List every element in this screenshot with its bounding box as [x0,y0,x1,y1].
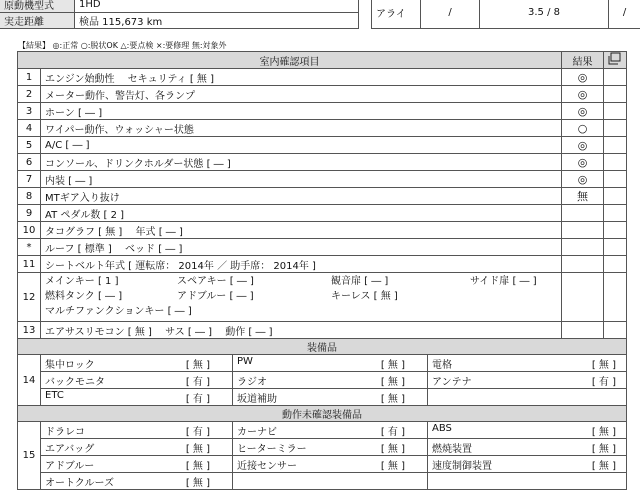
multi-function-key: マルチファンクションキー [ ― ] [45,304,192,319]
check-row-result [562,239,604,256]
check-row-item: タコグラフ [ 無 ] 年式 [ ― ] [41,222,562,239]
equipment-cell-value: [ 有 ] [186,390,228,405]
check-row-item: AT ペダル数 [ 2 ] [41,205,562,222]
alignment-slash1: / [421,0,480,29]
check-row-result [562,205,604,222]
check-row-item: MTギア入り抜け [41,188,562,205]
result-legend: 【結果】 ◎:正常 ○:脱状OK △:要点検 ×:要修理 無:対象外 [18,40,227,51]
check-row-item: ルーフ [ 標準 ] ベッド [ ― ] [41,239,562,256]
check-row-item: シートベルト年式 [ 運転席： 2014年 ／ 助手席： 2014年 ] [41,256,562,273]
equipment-cell [41,372,233,389]
interior-title: 室内確認項目 [18,52,562,69]
unconfirmed-cell-label: アドブルー [45,461,94,472]
check-row [18,256,627,273]
unconfirmed-title: 動作未確認装備品 [18,406,627,422]
equipment-cell-value: [ 無 ] [186,356,228,371]
unconfirmed-cell [41,439,233,456]
side-door: サイド扉 [ ― ] [470,274,537,289]
check-row-item: ワイパー動作、ウォッシャー状態 [41,120,562,137]
check-row-no: 5 [18,137,41,154]
main-key: メインキー [ 1 ] [45,274,119,289]
unconfirmed-row [18,422,627,439]
unconfirmed-cell [428,473,627,490]
mileage-label: 実走距離 [0,13,75,29]
equipment-row [18,372,627,389]
alignment-value: 3.5 / 8 [480,0,609,29]
equipment-cell [41,355,233,372]
check-row-no: 2 [18,86,41,103]
check-row-no: 9 [18,205,41,222]
unconfirmed-cell [233,456,428,473]
unconfirmed-row [18,439,627,456]
equipment-cell [428,389,627,406]
check-row-item: 内装 [ ― ] [41,171,562,188]
row-13-no: 13 [18,322,41,339]
spare-key: スペアキー [ ― ] [177,274,254,289]
row-13-item: エアサスリモコン [ 無 ] サス [ ― ] 動作 [ ― ] [41,322,562,339]
unconfirmed-cell-label: ヒーターミラー [237,444,307,455]
unconfirmed-cell-label: オートクルーズ [45,478,114,489]
unconfirmed-cell [233,439,428,456]
equipment-cell [233,372,428,389]
check-row-item: メーター動作、警告灯、各ランプ [41,86,562,103]
equipment-cell-value: [ 無 ] [592,356,622,371]
equipment-cell-value: [ 無 ] [381,356,423,371]
check-row-result [562,256,604,273]
equipment-cell-label: アンテナ [432,377,472,388]
interior-check-table [17,51,627,490]
copy-icon[interactable] [604,52,627,69]
check-row-item: コンソール、ドリンクホルダー状態 [ ― ] [41,154,562,171]
check-row [18,239,627,256]
equipment-cell-label: PW [237,356,253,367]
unconfirmed-cell-label: 速度制御装置 [432,461,492,472]
engine-label: 原動機型式 [0,0,75,13]
unconfirmed-cell-value: [ 無 ] [186,457,228,472]
adblue: アドブルー [ ― ] [177,289,254,304]
unconfirmed-cell-label: カーナビ [237,427,277,438]
check-row-result: ◎ [562,86,604,103]
keyless: キーレス [ 無 ] [331,289,398,304]
spacer [359,0,372,13]
check-row-result: ◎ [562,69,604,86]
vehicle-info-table [0,0,640,29]
row-12-no: 12 [18,273,41,322]
unconfirmed-cell-value: [ 無 ] [592,440,622,455]
check-row [18,137,627,154]
equipment-cell-value: [ 無 ] [381,373,423,388]
unconfirmed-cell [428,439,627,456]
equipment-cell [233,355,428,372]
check-row-result [562,222,604,239]
kannon-door: 観音扉 [ ― ] [331,274,388,289]
equipment-row [18,389,627,406]
unconfirmed-cell-value: [ 無 ] [592,457,622,472]
check-row [18,69,627,86]
check-row-result: ◎ [562,171,604,188]
equipment-cell-value: [ 有 ] [592,373,622,388]
unconfirmed-cell-value: [ 無 ] [186,474,228,489]
equipment-no: 14 [18,355,41,406]
check-row-no: 11 [18,256,41,273]
check-row-no: 8 [18,188,41,205]
equipment-cell [41,389,233,406]
unconfirmed-no: 15 [18,422,41,490]
check-row-result: ◎ [562,137,604,154]
unconfirmed-row [18,456,627,473]
equipment-cell-label: 集中ロック [45,360,95,371]
unconfirmed-cell-value: [ 有 ] [381,423,423,438]
equipment-cell [428,355,627,372]
check-row-item: ホーン [ ― ] [41,103,562,120]
check-row-result: ◎ [562,103,604,120]
equipment-cell-label: 電格 [432,360,452,371]
mileage-value: 検品 115,673 km [75,13,359,29]
unconfirmed-cell-value: [ 無 ] [186,440,228,455]
unconfirmed-cell [41,456,233,473]
check-row [18,188,627,205]
check-row [18,222,627,239]
unconfirmed-cell [41,473,233,490]
row-12-keys [41,273,562,322]
unconfirmed-cell-value: [ 有 ] [186,423,228,438]
equipment-row [18,355,627,372]
unconfirmed-cell [428,456,627,473]
unconfirmed-cell-value: [ 無 ] [592,423,622,438]
unconfirmed-cell [41,422,233,439]
fuel-tank: 燃料タンク [ ― ] [45,289,122,304]
check-row-no: 6 [18,154,41,171]
equipment-title: 装備品 [18,339,627,355]
unconfirmed-cell [233,473,428,490]
check-row-result: 無 [562,188,604,205]
check-row-no: 7 [18,171,41,188]
equipment-cell-label: ETC [45,390,64,401]
unconfirmed-cell-value: [ 無 ] [381,457,423,472]
check-row [18,103,627,120]
check-row-no: * [18,239,41,256]
check-row [18,120,627,137]
equipment-cell-label: バックモニタ [45,377,105,388]
check-row [18,154,627,171]
unconfirmed-cell [428,422,627,439]
equipment-cell-label: ラジオ [237,377,267,388]
check-row-no: 4 [18,120,41,137]
equipment-cell [233,389,428,406]
alignment-slash2: / [609,0,640,29]
unconfirmed-cell-label: エアバッグ [45,444,94,455]
unconfirmed-cell [233,422,428,439]
check-row-item: エンジン始動性 セキュリティ [ 無 ] [41,69,562,86]
equipment-cell-value: [ 有 ] [186,373,228,388]
equipment-cell [428,372,627,389]
check-row-no: 10 [18,222,41,239]
unconfirmed-cell-label: ドラレコ [45,427,85,438]
result-header: 結果 [562,52,604,69]
unconfirmed-cell-label: 近接センサー [237,461,297,472]
unconfirmed-cell-value: [ 無 ] [381,440,423,455]
engine-value: 1HD [75,0,359,13]
check-row-no: 1 [18,69,41,86]
unconfirmed-row [18,473,627,490]
check-row [18,86,627,103]
unconfirmed-cell-label: ABS [432,423,452,434]
equipment-cell-label: 坂道補助 [237,394,277,405]
alignment-label: アライ [372,0,421,29]
check-row [18,205,627,222]
check-row-no: 3 [18,103,41,120]
check-row-item: A/C [ ― ] [41,137,562,154]
equipment-cell-value: [ 無 ] [381,390,423,405]
check-row [18,171,627,188]
unconfirmed-cell-label: 燃焼装置 [432,444,472,455]
check-row-result: ◎ [562,154,604,171]
check-row-result: ○ [562,120,604,137]
